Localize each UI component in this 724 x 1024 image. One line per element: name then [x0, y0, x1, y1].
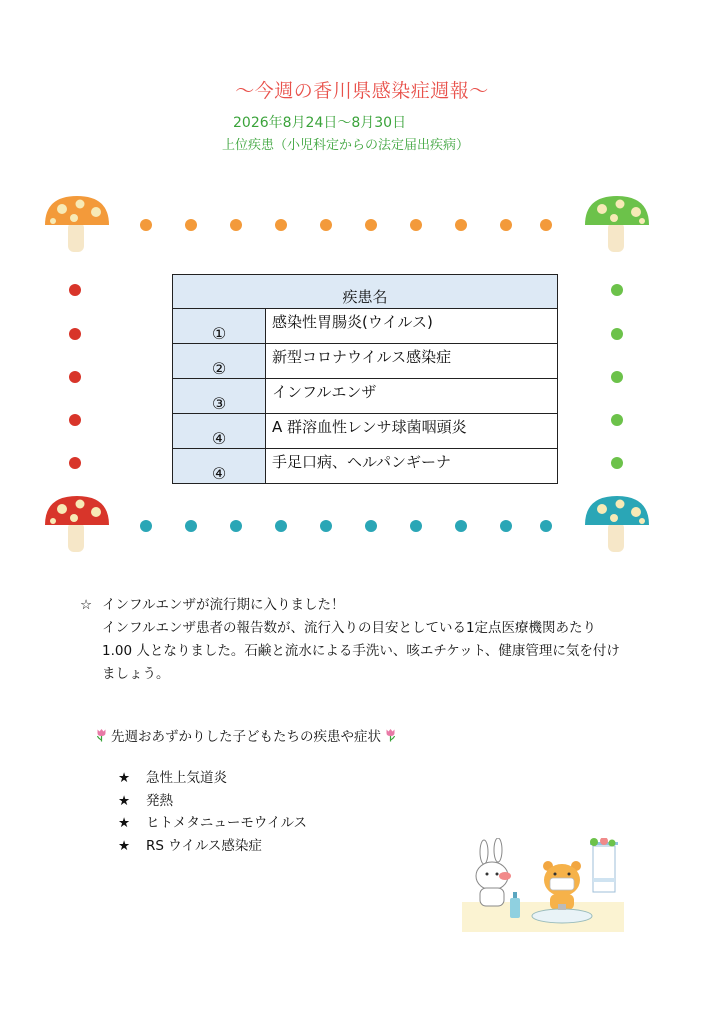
red-dot — [69, 371, 81, 383]
disease-name-cell: 感染性胃腸炎(ウイルス) — [266, 309, 558, 344]
black-star-icon: ★ — [118, 770, 131, 786]
rank-cell: ① — [173, 309, 266, 344]
orange-dot — [275, 219, 287, 231]
date-range: 2026年8月24日～8月30日 — [233, 115, 407, 131]
orange-dot — [185, 219, 197, 231]
orange-dot — [455, 219, 467, 231]
disease-name-cell: 手足口病、ヘルパンギーナ — [266, 449, 558, 484]
orange-dot — [230, 219, 242, 231]
teal-mushroom-icon — [582, 492, 652, 556]
table-row — [173, 309, 558, 344]
orange-dot — [320, 219, 332, 231]
list-item — [118, 812, 307, 835]
teal-dot — [185, 520, 197, 532]
red-mushroom-icon — [42, 492, 112, 556]
tulip-icon — [95, 728, 108, 742]
teal-dot — [540, 520, 552, 532]
red-dot — [69, 328, 81, 340]
black-star-icon: ★ — [118, 792, 131, 809]
teal-dot — [230, 520, 242, 532]
disease-name-cell: 新型コロナウイルス感染症 — [266, 344, 558, 379]
teal-dot — [365, 520, 377, 532]
notice-line: 1.00 人となりました。石鹸と流水による手洗い、咳エチケット、健康管理に気を付け — [102, 643, 620, 659]
tulip-icon — [384, 728, 397, 742]
orange-dot — [140, 219, 152, 231]
table-header-row — [173, 275, 558, 309]
symptoms-heading-text: 先週おあずかりした子どもたちの疾患や症状 — [111, 729, 381, 745]
green-dot — [611, 284, 623, 296]
disease-name-cell: インフルエンザ — [266, 379, 558, 414]
influenza-notice — [80, 594, 680, 686]
symptoms-list — [118, 767, 307, 857]
page-subtitle: 上位疾患（小児科定からの法定届出疾病） — [222, 138, 470, 153]
teal-dot — [455, 520, 467, 532]
orange-dot — [410, 219, 422, 231]
table-row — [173, 414, 558, 449]
rank-cell: ④ — [173, 449, 266, 484]
table-row — [173, 449, 558, 484]
notice-heading: インフルエンザが流行期に入りました！ — [102, 597, 345, 613]
green-dot — [611, 328, 623, 340]
teal-dot — [500, 520, 512, 532]
list-item — [118, 835, 307, 858]
list-item — [118, 790, 307, 813]
green-mushroom-icon — [582, 192, 652, 256]
green-dot — [611, 414, 623, 426]
red-dot — [69, 284, 81, 296]
rank-cell: ③ — [173, 379, 266, 414]
symptoms-heading — [92, 725, 400, 745]
disease-name-cell: A 群溶血性レンサ球菌咽頭炎 — [266, 414, 558, 449]
teal-dot — [140, 520, 152, 532]
orange-dot — [540, 219, 552, 231]
symptom-text: ヒトメタニューモウイルス — [146, 815, 308, 831]
table-header: 疾患名 — [173, 275, 558, 309]
green-dot — [611, 371, 623, 383]
teal-dot — [410, 520, 422, 532]
list-item — [118, 767, 307, 790]
teal-dot — [320, 520, 332, 532]
symptom-text: 急性上気道炎 — [146, 770, 227, 786]
table-row — [173, 379, 558, 414]
page-title: ～今週の香川県感染症週報～ — [235, 80, 489, 102]
rank-cell: ② — [173, 344, 266, 379]
white-star-icon: ☆ — [80, 597, 93, 613]
green-dot — [611, 457, 623, 469]
red-dot — [69, 414, 81, 426]
teal-dot — [275, 520, 287, 532]
handwashing-animals-illustration — [462, 838, 624, 934]
black-star-icon: ★ — [118, 837, 131, 854]
red-dot — [69, 457, 81, 469]
orange-mushroom-icon — [42, 192, 112, 256]
notice-line: インフルエンザ患者の報告数が、流行入りの目安としている1定点医療機関あたり — [102, 620, 597, 636]
notice-line: ましょう。 — [102, 666, 170, 682]
black-star-icon: ★ — [118, 815, 131, 831]
orange-dot — [500, 219, 512, 231]
table-row — [173, 344, 558, 379]
orange-dot — [365, 219, 377, 231]
rank-cell: ④ — [173, 414, 266, 449]
symptom-text: RS ウイルス感染症 — [146, 837, 262, 854]
symptom-text: 発熱 — [146, 792, 173, 809]
disease-ranking-table — [172, 274, 558, 484]
